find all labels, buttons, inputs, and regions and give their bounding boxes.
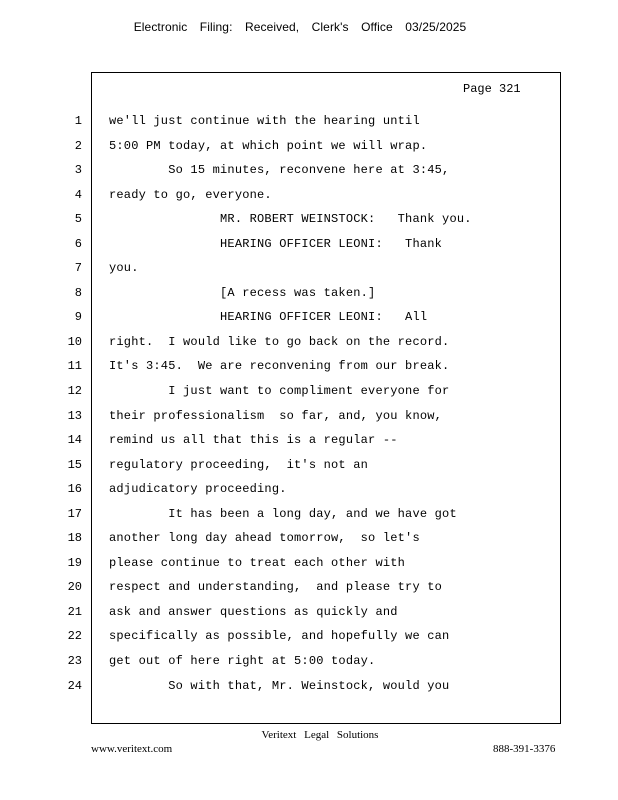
line-number: 9: [74, 310, 82, 325]
transcript-line: I just want to compliment everyone for: [109, 384, 450, 399]
transcript-body: [109, 112, 549, 701]
line-number: 1: [74, 114, 82, 128]
line-number: 17: [67, 506, 82, 521]
line-number: 23: [67, 654, 82, 669]
transcript-line: So 15 minutes, reconvene here at 3:45,: [109, 163, 450, 178]
line-number: 20: [67, 580, 82, 595]
transcript-line: MR. ROBERT WEINSTOCK: Thank you.: [109, 212, 472, 227]
transcript-line: get out of here right at 5:00 today.: [109, 654, 376, 669]
transcript-line: respect and understanding, and please try to: [109, 580, 443, 595]
line-number: 2: [74, 138, 82, 153]
line-number: 11: [67, 359, 82, 374]
line-number: 12: [67, 384, 82, 399]
transcript-line: It's 3:45. We are reconvening from our break.: [109, 359, 450, 374]
transcript-line: HEARING OFFICER LEONI: All: [109, 310, 428, 325]
transcript-line: So with that, Mr. Weinstock, would you: [109, 678, 450, 693]
transcript-line: adjudicatory proceeding.: [109, 482, 287, 497]
line-number: 24: [67, 678, 82, 693]
line-number: 16: [67, 482, 82, 497]
line-number: 10: [67, 334, 82, 349]
line-number: 4: [74, 187, 82, 202]
line-number: 19: [67, 555, 82, 570]
transcript-line: their professionalism so far, and, you know,: [109, 408, 443, 423]
transcript-line: [A recess was taken.]: [109, 285, 376, 300]
transcript-line: ready to go, everyone.: [109, 187, 272, 202]
line-number-column: [52, 112, 82, 701]
transcript-line: right. I would like to go back on the record.: [109, 334, 450, 349]
transcript-line: HEARING OFFICER LEONI: Thank: [109, 236, 443, 251]
line-number: 8: [74, 285, 82, 300]
footer-company-name: Veritext Legal Solutions: [261, 729, 379, 741]
line-number: 14: [67, 433, 82, 448]
page-number: Page 321: [463, 82, 521, 96]
footer-phone: 888-391-3376: [493, 743, 556, 755]
line-number: 15: [67, 457, 82, 472]
transcript-line: ask and answer questions as quickly and: [109, 604, 398, 619]
transcript-line: regulatory proceeding, it's not an: [109, 457, 369, 472]
footer-website: www.veritext.com: [91, 743, 173, 755]
transcript-line: specifically as possible, and hopefully we can: [109, 629, 450, 644]
transcript-line: another long day ahead tomorrow, so let's: [109, 531, 420, 546]
line-number: 3: [74, 163, 82, 178]
transcript-line: It has been a long day, and we have got: [109, 506, 457, 521]
line-number: 13: [67, 408, 82, 423]
transcript-line: remind us all that this is a regular --: [109, 433, 398, 448]
line-number: 21: [67, 604, 82, 619]
transcript-line: you.: [109, 261, 139, 276]
line-number: 6: [74, 236, 82, 251]
line-number: 22: [67, 629, 82, 644]
line-number: 7: [74, 261, 82, 276]
transcript-line: please continue to treat each other with: [109, 555, 406, 570]
line-number: 5: [74, 212, 82, 227]
transcript-line: 5:00 PM today, at which point we will wrap.: [109, 138, 428, 153]
filing-stamp: Electronic Filing: Received, Clerk's Office 03/25/2025: [133, 20, 467, 34]
transcript-line: we'll just continue with the hearing until: [109, 114, 420, 128]
line-number: 18: [67, 531, 82, 546]
